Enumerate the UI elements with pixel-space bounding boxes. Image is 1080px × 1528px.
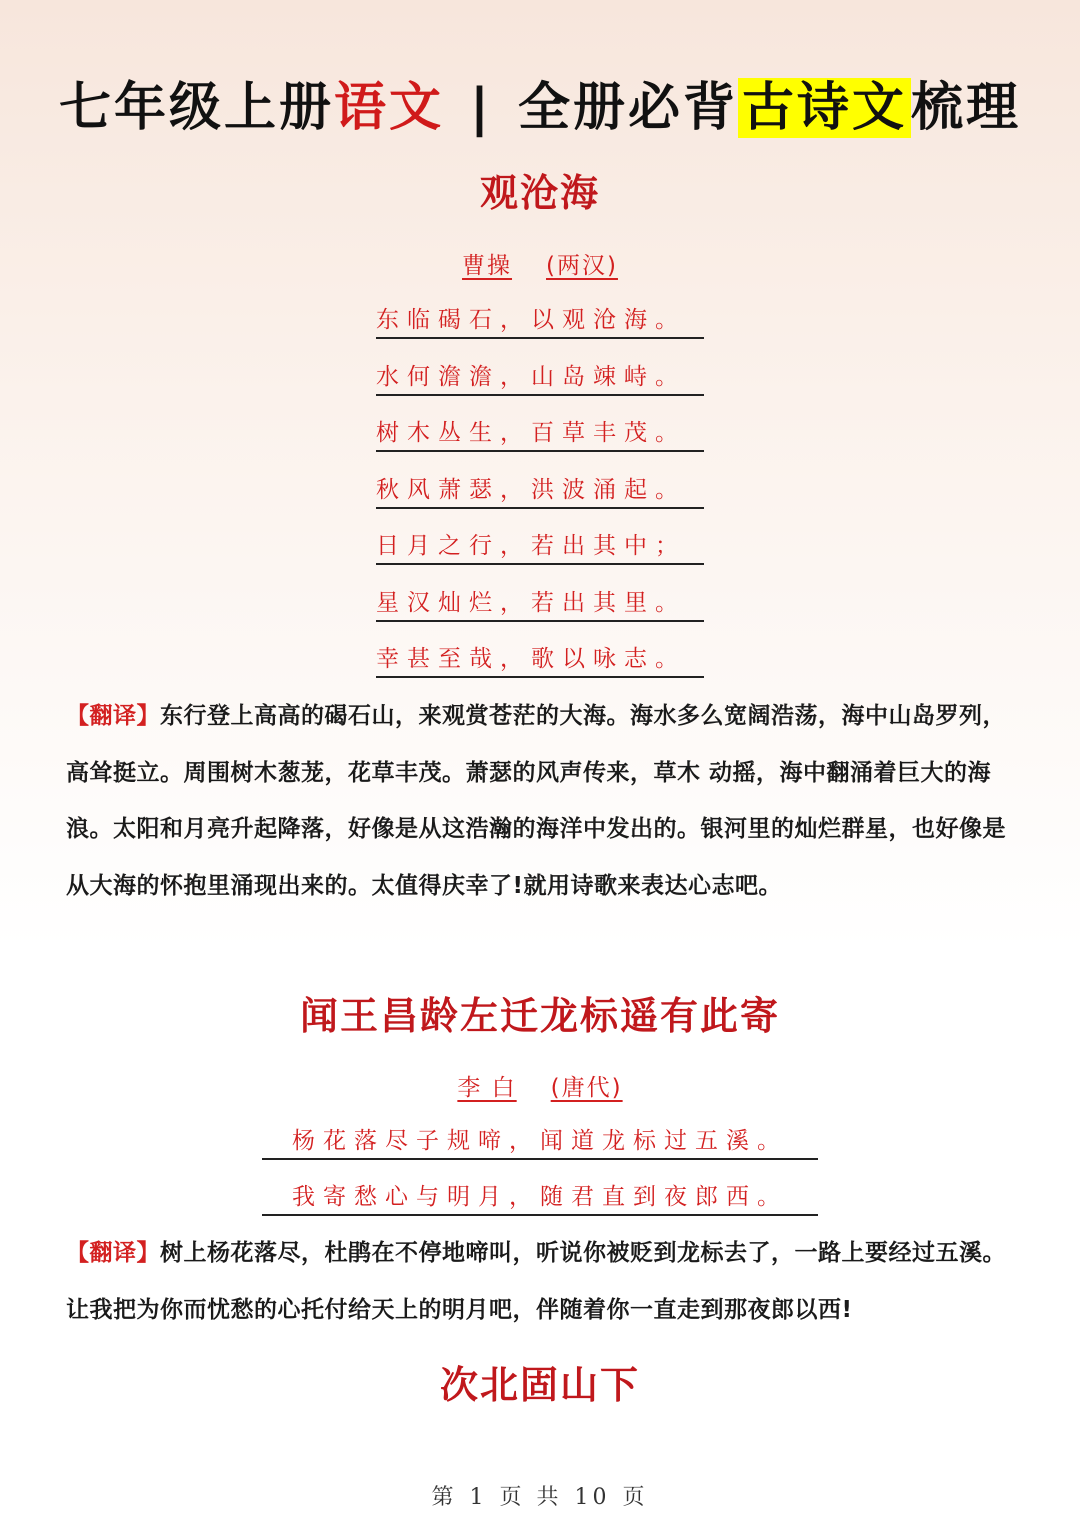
translation-text: 树上杨花落尽，杜鹃在不停地啼叫，听说你被贬到龙标去了，一路上要经过五溪。让我把为你而忧愁的心托付给天上的明月吧，伴随着你一直走到那夜郎以西! [66,1240,1006,1323]
poem-title: 次北固山下 [439,1362,640,1407]
poem-verse: 东临碣石，以观沧海。 [376,305,704,339]
poem-author: 李 白 (唐代) [457,1075,623,1101]
translation-paragraph [66,1225,1020,1338]
translation-text: 东行登上高高的碣石山，来观赏苍茫的大海。海水多么宽阔浩荡，海中山岛罗列，高耸挺立。周围树木葱茏，花草丰茂。萧瑟的风声传来，草木 动摇，海中翻涌着巨大的海浪。太阳和月亮升起降落，好像是从这浩瀚的海洋中发出的。银河里的灿烂群星，也好像是从大海的怀抱里涌现出来的。太值得庆幸了!就用诗歌来表达心志吧。 [66,703,1006,899]
title-part-scope: 全册必背 [517,78,738,138]
page-title [0,72,1080,144]
poem-verse: 星汉灿烂，若出其里。 [376,588,704,622]
page-footer: 第 1 页 共 10 页 [431,1485,649,1510]
poem-title: 闻王昌龄左迁龙标遥有此寄 [299,993,780,1038]
poem-title: 观沧海 [479,170,600,215]
translation-tag: 【翻译】 [66,703,160,729]
poem-verse: 日月之行，若出其中； [376,531,704,565]
poem-verse: 我寄愁心与明月，随君直到夜郎西。 [262,1182,818,1216]
title-part-highlight: 古诗文 [738,78,911,138]
poem-verse: 树木丛生，百草丰茂。 [376,418,704,452]
title-separator: | [469,78,492,138]
poem-author: 曹操 (两汉) [462,253,618,279]
title-part-subject: 语文 [333,78,444,138]
poem-verse: 幸甚至哉，歌以咏志。 [376,644,704,678]
title-part-suffix: 梳理 [911,78,1022,138]
poem-verse: 秋风萧瑟，洪波涌起。 [376,475,704,509]
total-page-count: 10 [574,1485,611,1510]
translation-paragraph [66,688,1020,914]
poem-author-line [0,247,1080,280]
title-part-grade: 七年级上册 [58,78,334,138]
poem-verse: 杨花落尽子规啼，闻道龙标过五溪。 [262,1126,818,1160]
poem-author-line [0,1069,1080,1102]
current-page-number: 1 [469,1485,488,1510]
poem-verse: 水何澹澹，山岛竦峙。 [376,362,704,396]
translation-tag: 【翻译】 [66,1240,160,1266]
